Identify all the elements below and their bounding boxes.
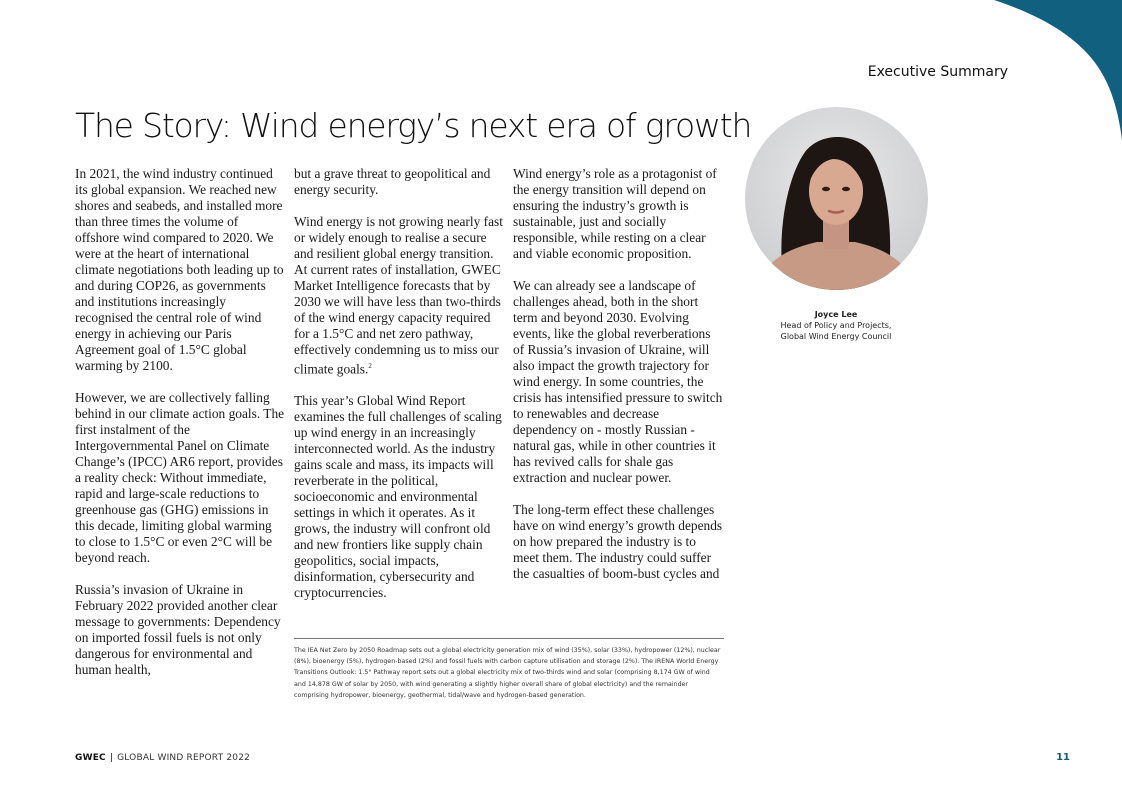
paragraph-text: Wind energy is not growing nearly fast or widely enough to realise a secure and resilient global energy transition. At current rates of installation, GWEC Market Intelligence forecasts that by 2030 we will have less than two-thirds of the wind energy capacity required for a 1.5°C and net zero pathway, effectively condemning us to miss our climate goals. <box>294 214 503 377</box>
text-column-1 <box>75 166 285 694</box>
page-footer <box>75 753 250 763</box>
footnote: The IEA Net Zero by 2050 Roadmap sets out a global electricity generation mix of wind (35%), solar (33%), hydropower (12%), nuclear (8%), bioenergy (5%), hydrogen-based (2%) and fossil fuels with carbon capture utilisation and storage (2%). The IRENA World Energy Transitions Outlook: 1.5° Pathway report sets out a global electricity mix of two-thirds wind and solar (comprising 8,174 GW of wind and 14,878 GW of solar by 2050, with wind generating a slightly higher overall share of global electricity) and the remainder comprising hydropower, bioenergy, geothermal, tidal/wave and hydrogen-based generation. <box>294 647 721 699</box>
paragraph: Wind energy’s role as a protagonist of the energy transition will depend on ensuring the industry’s growth is sustainable, just and socially responsible, while resting on a clear and viable economic proposition. <box>513 166 717 261</box>
text-column-3 <box>513 166 723 598</box>
section-label: Executive Summary <box>867 64 1008 80</box>
portrait-illustration <box>745 107 928 290</box>
paragraph: We can already see a landscape of challenges ahead, both in the short term and beyond 2030. Evolving events, like the global reverberations of Russia’s invasion of Ukraine, will also impact the growth trajectory for wind energy. In some countries, the crisis has intensified pressure to switch to renewables and decrease dependency on - mostly Russian - natural gas, while in other countries it has revived calls for shale gas extraction and nuclear power. <box>513 278 723 485</box>
profile-caption <box>760 309 912 342</box>
footer-report-title: GLOBAL WIND REPORT 2022 <box>117 753 251 763</box>
profile-organization: Global Wind Energy Council <box>780 332 892 341</box>
page-title: The Story: Wind energy’s next era of growth <box>75 106 752 145</box>
profile-role: Head of Policy and Projects, <box>780 321 892 330</box>
paragraph: In 2021, the wind industry continued its global expansion. We reached new shores and seabeds, and installed more than three times the volume of offshore wind compared to 2020. We were at the heart of international climate negotiations both leading up to and during COP26, as governments and institutions increasingly recognised the central role of wind energy in achieving our Paris Agreement goal of 1.5°C global warming by 2100. <box>75 166 284 373</box>
portrait-photo <box>745 107 928 290</box>
footnote-reference: 2 <box>368 362 372 370</box>
paragraph: Russia’s invasion of Ukraine in February 2022 provided another clear message to governments: Dependency on imported fossil fuels is not only dangerous for environmental and human health, <box>75 582 281 677</box>
page-number: 11 <box>1056 752 1070 763</box>
footer-brand: GWEC <box>75 753 106 763</box>
text-column-2 <box>294 166 504 617</box>
footer-separator: | <box>109 753 114 763</box>
paragraph: However, we are collectively falling behind in our climate action goals. The first instalment of the Intergovernmental Panel on Climate Change’s (IPCC) AR6 report, provides a reality check: Without immediate, rapid and large-scale reductions to greenhouse gas (GHG) emissions in this decade, limiting global warming to close to 1.5°C or even 2°C will be beyond reach. <box>75 390 285 565</box>
paragraph: This year’s Global Wind Report examines the full challenges of scaling up wind energy in an increasingly interconnected world. As the industry gains scale and mass, its impacts will reverberate in the political, socioeconomic and environmental settings in which it operates. As it grows, the industry will confront old and new frontiers like supply chain geopolitics, social impacts, disinformation, cybersecurity and cryptocurrencies. <box>294 393 502 601</box>
paragraph: The long-term effect these challenges have on wind energy’s growth depends on how prepared the industry is to meet them. The industry could suffer the casualties of boom-bust cycles and <box>513 502 723 581</box>
paragraph: but a grave threat to geopolitical and energy security. <box>294 166 491 197</box>
profile-name: Joyce Lee <box>814 310 858 319</box>
paragraph <box>294 214 504 377</box>
footnote-divider <box>294 638 724 639</box>
